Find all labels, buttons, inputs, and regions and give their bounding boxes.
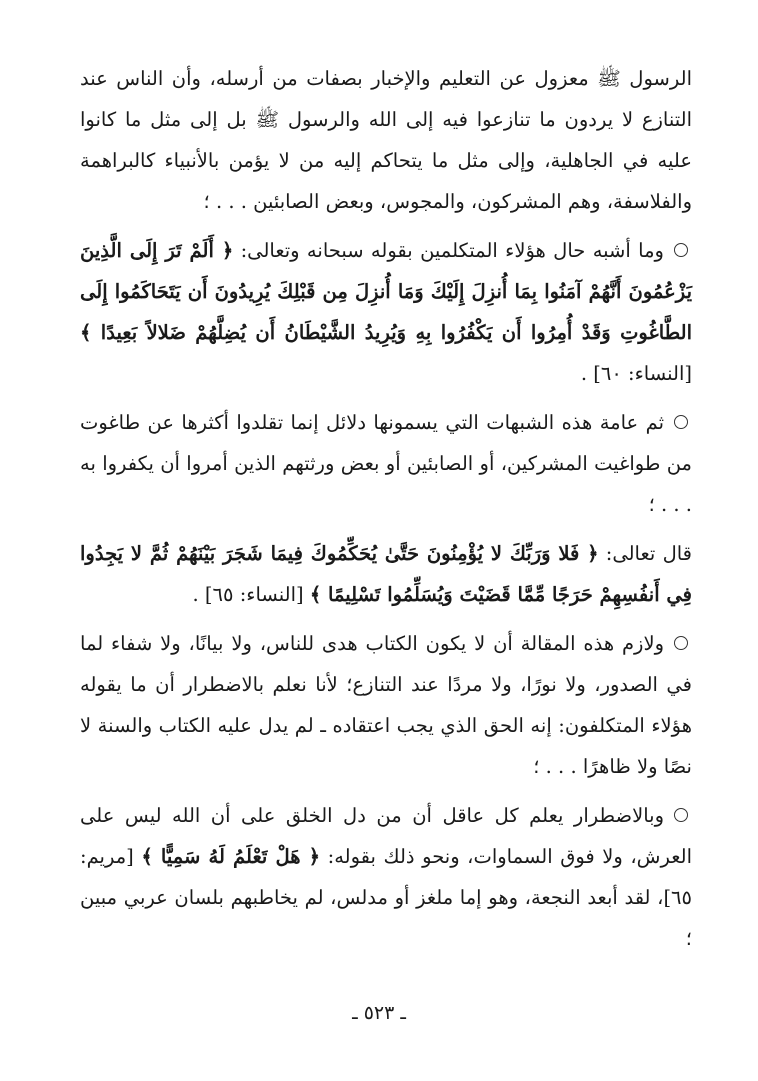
quran-verse: ﴿ هَلْ تَعْلَمُ لَهُ سَمِيًّا ﴾	[141, 845, 321, 868]
quran-verse: ﴿ أَلَمْ تَرَ إِلَى الَّذِينَ يَزْعُمُونَ أَنَّهُمْ آمَنُوا بِمَا أُنزِلَ إِلَيْكَ وَمَا أُنزِلَ مِن قَبْلِكَ يُرِيدُونَ أَن يَتَحَاكَمُوا إِلَى الطَّاغُوتِ وَقَدْ أُمِرُوا أَن يَكْفُرُوا بِهِ وَيُرِيدُ الشَّيْطَانُ أَن يُضِلَّهُمْ ضَلالاً بَعِيدًا ﴾	[80, 239, 692, 344]
paragraph-text: وما أشبه حال هؤلاء المتكلمين بقوله سبحانه وتعالى:	[233, 239, 664, 262]
paragraph-3	[80, 402, 692, 525]
page-body	[80, 58, 692, 967]
paragraph-5	[80, 623, 692, 787]
paragraph-text: ثم عامة هذه الشبهات التي يسمونها دلائل إنما تقلدوا أكثرها عن طاغوت من طواغيت المشركين، أو الصابئين أو بعض ورثتهم الذين أمروا أن يكفروا به . . . ؛	[80, 411, 692, 516]
paragraph-4	[80, 533, 692, 615]
paragraph-marker-icon	[674, 415, 688, 429]
quran-verse: ﴿ فَلا وَرَبِّكَ لا يُؤْمِنُونَ حَتَّىٰ يُحَكِّمُوكَ فِيمَا شَجَرَ بَيْنَهُمْ ثُمَّ لا يَجِدُوا فِي أَنفُسِهِمْ حَرَجًا مِّمَّا قَضَيْتَ وَيُسَلِّمُوا تَسْلِيمًا ﴾	[80, 542, 692, 606]
paragraph-marker-icon	[674, 808, 688, 822]
paragraph-6	[80, 795, 692, 959]
paragraph-text: ولازم هذه المقالة أن لا يكون الكتاب هدى للناس، ولا بيانًا، ولا شفاء لما في الصدور، ولا نورًا، ولا مردًا عند التنازع؛ لأنا نعلم بالاضطرار أن ما يقوله هؤلاء المتكلفون: إنه الحق الذي يجب اعتقاده ـ لم يدل عليه الكتاب والسنة لا نصًا ولا ظاهرًا . . . ؛	[80, 632, 692, 778]
verse-reference: [النساء: ٦٠] .	[580, 362, 692, 385]
verse-reference: [النساء: ٦٥] .	[192, 583, 310, 606]
paragraph-text: وبالاضطرار يعلم كل عاقل أن من دل الخلق على أن الله ليس على العرش، ولا فوق السماوات، ونحو ذلك بقوله:	[80, 804, 692, 868]
paragraph-2	[80, 230, 692, 394]
paragraph-marker-icon	[674, 243, 688, 257]
paragraph-marker-icon	[674, 636, 688, 650]
page-number: ـ ٥٢٣ ـ	[352, 1002, 406, 1024]
paragraph-text: الرسول ﷺ معزول عن التعليم والإخبار بصفات من أرسله، وأن الناس عند التنازع لا يردون ما تنازعوا فيه إلى الله والرسول ﷺ بل إلى مثل ما كانوا عليه في الجاهلية، وإلى مثل ما يتحاكم إليه من لا يؤمن بالأنبياء كالبراهمة والفلاسفة، وهم المشركون، والمجوس، وبعض الصابئين . . . ؛	[80, 67, 692, 213]
verse-reference: [مريم: ٦٥]، لقد أبعد النجعة، وهو إما ملغز أو مدلس، لم يخاطبهم بلسان عربي مبين ؛	[80, 845, 692, 950]
paragraph-1	[80, 58, 692, 222]
paragraph-text: قال تعالى:	[598, 542, 692, 565]
